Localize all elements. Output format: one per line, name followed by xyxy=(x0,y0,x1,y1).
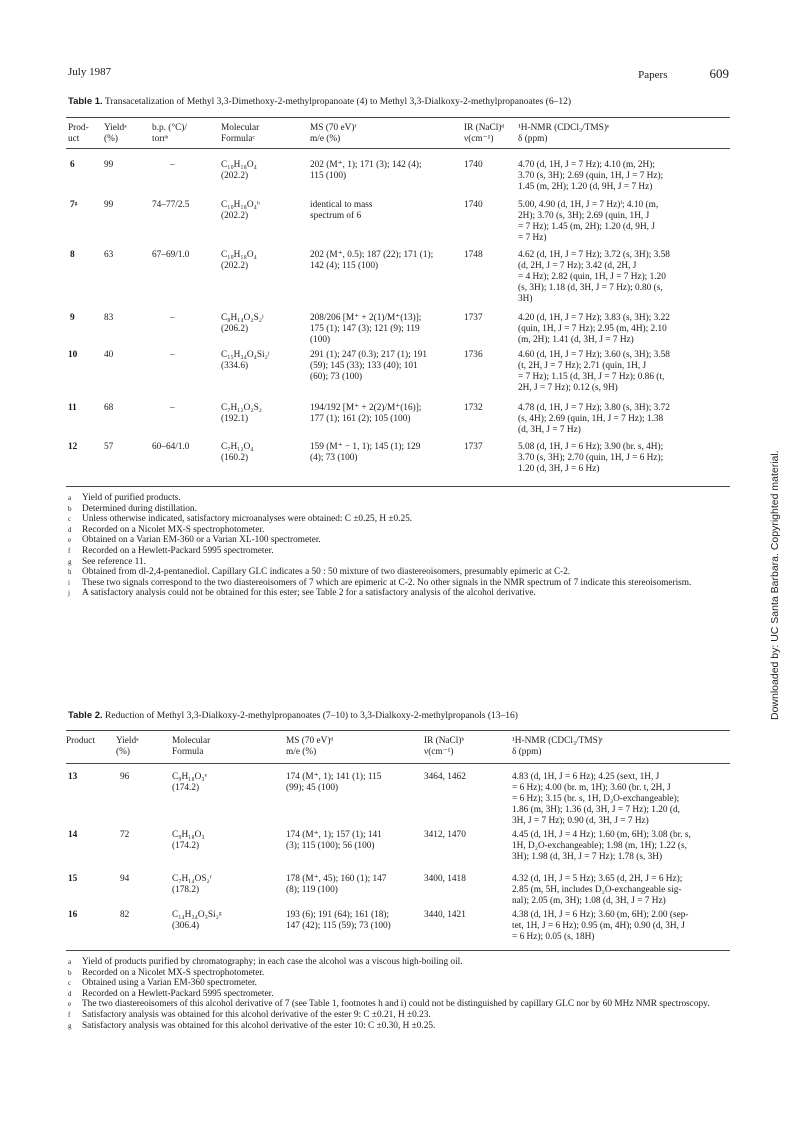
table2-header-rule xyxy=(66,763,730,764)
footnote-text: Unless otherwise indicated, satisfactory microanalyses were obtained: C ±0.25, H ±0.25. xyxy=(82,514,413,525)
t2-cell-yield: 96 xyxy=(120,772,130,782)
t1-cell-formula: C₁₀H₁₈O₄ (202.2) xyxy=(221,250,257,272)
footnote-text: Recorded on a Nicolet MX-S spectrophotometer. xyxy=(82,524,265,535)
t1-cell-ms: 202 (M⁺, 0.5); 187 (22); 171 (1); 142 (4); 115 (100) xyxy=(310,250,434,272)
t2-cell-nmr: 4.32 (d, 1H, J = 5 Hz); 3.65 (d, 2H, J = 6 Hz); 2.85 (m, 5H, includes D₂O-exchangeable sig- nal); 2.05 (m, 3H); 1.08 (d, 3H, J = 7 Hz) xyxy=(512,874,683,907)
footnote xyxy=(68,557,738,568)
footnote-text: Satisfactory analysis was obtained for this alcohol derivative of the ester 10: C ±0.30, H ±0.25. xyxy=(82,1020,436,1031)
t2-col-ms: MS (70 eV)ᵈ m/e (%) xyxy=(286,736,334,758)
footnote-marker: c xyxy=(68,979,72,988)
t1-cell-formula: C₁₀H₁₈O₄ʰ (202.2) xyxy=(221,200,260,222)
t1-col-ms: MS (70 eV)ᶠ m/e (%) xyxy=(310,123,357,145)
t1-cell-bp: 60–64/1.0 xyxy=(152,442,190,452)
t1-cell-formula: C₇H₁₂O₂S₂ (192.1) xyxy=(221,403,263,425)
t2-cell-product: 15 xyxy=(68,874,78,884)
t1-cell-formula: C₇H₁₂O₄ (160.2) xyxy=(221,442,254,464)
t1-col-ir: IR (NaCl)ᵈ ν(cm⁻¹) xyxy=(464,123,505,145)
t2-cell-formula: C₉H₁₈O₃ᵉ (174.2) xyxy=(172,772,207,794)
footnote xyxy=(68,578,738,589)
footnote xyxy=(68,968,738,979)
table1-bottom-rule xyxy=(66,486,730,487)
download-watermark-text: Downloaded by: UC Santa Barbara. Copyrighted material. xyxy=(769,450,781,720)
t2-cell-ir: 3412, 1470 xyxy=(424,830,466,840)
footnote-marker: a xyxy=(68,958,72,966)
table2-top-rule xyxy=(66,730,730,731)
footnote-marker: d xyxy=(68,525,72,534)
t1-cell-formula: C₁₅H₃₄O₄Si₂ʲ (334.6) xyxy=(221,350,270,372)
t1-cell-bp: – xyxy=(170,350,175,360)
footnote-text: Recorded on a Nicolet MX-S spectrophotometer. xyxy=(82,967,265,978)
t1-cell-yield: 99 xyxy=(104,160,114,170)
footnote xyxy=(68,999,738,1010)
t2-cell-nmr: 4.83 (d, 1H, J = 6 Hz); 4.25 (sext, 1H, J = 6 Hz); 4.00 (br. m, 1H); 3.60 (br. t, 2H, J = 6 Hz); 3.15 (br. s, 1H, D₂O-exchangeable); 1.86 (m, 3H); 1.36 (d, 3H, J = 7 Hz); 1.20 (d, 3H, J = 7 Hz); 0.90 (d, 3H, J = 7 Hz) xyxy=(512,772,680,827)
footnote-text: The two diastereoisomers of this alcohol derivative of 7 (see Table 1, footnotes h and i) could not be distinguished by capillary GLC nor by 60 MHz NMR spectroscopy. xyxy=(82,999,710,1010)
t2-cell-ms: 174 (M⁺, 1); 157 (1); 141 (3); 115 (100); 56 (100) xyxy=(286,830,382,852)
footnote xyxy=(68,567,738,578)
t2-cell-yield: 72 xyxy=(120,830,130,840)
t1-cell-yield: 83 xyxy=(104,313,114,323)
t1-cell-nmr: 5.08 (d, 1H, J = 6 Hz); 3.90 (br. s, 4H); 3.70 (s, 3H); 2.70 (quin, 1H, J = 6 Hz); 1.20 (d, 3H, J = 6 Hz) xyxy=(518,442,664,475)
t2-cell-yield: 94 xyxy=(120,874,130,884)
t1-cell-product: 11 xyxy=(68,403,77,413)
footnote-text: Satisfactory analysis was obtained for this alcohol derivative of the ester 9: C ±0.21, H ±0.23. xyxy=(82,1009,431,1020)
t1-cell-bp: 67–69/1.0 xyxy=(152,250,190,260)
t1-cell-ms: 202 (M⁺, 1); 171 (3); 142 (4); 115 (100) xyxy=(310,160,422,182)
footnote xyxy=(68,588,738,599)
t1-col-bp: b.p. (°C)/ torrᵇ xyxy=(152,123,187,145)
footnote-marker: b xyxy=(68,504,72,513)
footnote-marker: e xyxy=(68,1000,72,1009)
t1-cell-nmr: 4.70 (d, 1H, J = 7 Hz); 4.10 (m, 2H); 3.70 (s, 3H); 2.69 (quin, 1H, J = 7 Hz); 1.45 (m, 2H); 1.20 (d, 9H, J = 7 Hz) xyxy=(518,160,664,193)
t1-cell-nmr: 4.78 (d, 1H, J = 7 Hz); 3.80 (s, 3H); 3.72 (s, 4H); 2.69 (quin, 1H, J = 7 Hz); 1.38 (d, 3H, J = 7 Hz) xyxy=(518,403,670,436)
t1-cell-ms: identical to mass spectrum of 6 xyxy=(310,200,373,222)
table1-footnotes xyxy=(68,493,738,599)
t2-cell-ms: 178 (M⁺, 45); 160 (1); 147 (8); 119 (100) xyxy=(286,874,387,896)
table1-title: Transacetalization of Methyl 3,3-Dimethoxy-2-methylpropanoate (4) to Methyl 3,3-Dialkoxy-2-methylpropanoates (6–12) xyxy=(104,97,571,107)
footnote-text: Obtained from dl-2,4-pentanediol. Capillary GLC indicates a 50 : 50 mixture of two diastereoisomers, presumably epimeric at C-2. xyxy=(82,567,571,578)
t2-cell-yield: 82 xyxy=(120,910,130,920)
t1-col-product: Prod- uct xyxy=(68,123,89,145)
t1-cell-product: 10 xyxy=(68,350,78,360)
t2-cell-ir: 3400, 1418 xyxy=(424,874,466,884)
t1-col-yield: Yieldᵃ (%) xyxy=(104,123,127,145)
table1-header-rule xyxy=(66,148,730,149)
t1-col-nmr: ¹H-NMR (CDCl₃/TMS)ᵉ δ (ppm) xyxy=(518,123,610,145)
t2-cell-ir: 3440, 1421 xyxy=(424,910,466,920)
t2-cell-formula: C₁₄H₃₄O₃Si₂ᵍ (306.4) xyxy=(172,910,222,932)
t1-cell-ir: 1737 xyxy=(464,313,483,323)
footnote xyxy=(68,989,738,1000)
footnote-text: Obtained on a Varian EM-360 or a Varian XL-100 spectrometer. xyxy=(82,535,321,546)
page-number: 609 xyxy=(709,66,729,81)
t2-col-yield: Yieldᵃ (%) xyxy=(116,736,139,758)
footnote xyxy=(68,1010,738,1021)
t2-cell-nmr: 4.45 (d, 1H, J = 4 Hz); 1.60 (m, 6H); 3.08 (br. s, 1H, D₂O-exchangeable); 1.98 (m, 1H); 1.22 (s, 3H); 1.98 (d, 3H, J = 7 Hz); 1.78 (s, 3H) xyxy=(512,830,691,863)
footnote-text: These two signals correspond to the two diastereoisomers of 7 which are epimeric at C-2. No other signals in the NMR spectrum of 7 indicate this stereoisomerism. xyxy=(82,577,692,588)
t1-cell-ir: 1748 xyxy=(464,250,483,260)
footnote xyxy=(68,957,738,968)
t1-cell-bp: – xyxy=(170,160,175,170)
table2-label: Table 2. xyxy=(68,710,103,721)
t2-col-nmr: ¹H-NMR (CDCl₃/TMS)ᶜ δ (ppm) xyxy=(512,736,604,758)
t1-cell-product: 9 xyxy=(70,313,75,323)
t1-cell-yield: 99 xyxy=(104,200,114,210)
footnote-text: Recorded on a Hewlett-Packard 5995 spectrometer. xyxy=(82,545,274,556)
table2-title: Reduction of Methyl 3,3-Dialkoxy-2-methylpropanoates (7–10) to 3,3-Dialkoxy-2-methylpropanols (13–16) xyxy=(105,711,518,721)
footnote-marker: e xyxy=(68,536,72,545)
t1-cell-product: 12 xyxy=(68,442,78,452)
table1-top-rule xyxy=(66,117,730,118)
t1-cell-ir: 1737 xyxy=(464,442,483,452)
t1-cell-ir: 1740 xyxy=(464,160,483,170)
t2-cell-product: 14 xyxy=(68,830,78,840)
t1-cell-nmr: 4.60 (d, 1H, J = 7 Hz); 3.60 (s, 3H); 3.58 (t, 2H, J = 7 Hz); 2.71 (quin, 1H, J = 7 Hz); 1.15 (d, 3H, J = 7 Hz); 0.86 (t, 2H, J = 7 Hz); 0.12 (s, 9H) xyxy=(518,350,670,394)
footnote-text: Determined during distillation. xyxy=(82,503,197,514)
t2-cell-ir: 3464, 1462 xyxy=(424,772,466,782)
footnote-marker: j xyxy=(68,589,70,598)
t1-cell-product: 8 xyxy=(70,250,75,260)
running-header-right xyxy=(638,66,729,82)
t1-cell-ir: 1732 xyxy=(464,403,483,413)
t2-cell-formula: C₉H₁₈O₃ (174.2) xyxy=(172,830,205,852)
footnote-marker: f xyxy=(68,1010,71,1019)
t1-cell-product: 7ᵍ xyxy=(70,200,78,210)
t1-cell-nmr: 4.20 (d, 1H, J = 7 Hz); 3.83 (s, 3H); 3.22 (quin, 1H, J = 7 Hz); 2.95 (m, 4H); 2.10 (m, 2H); 1.41 (d, 3H, J = 7 Hz) xyxy=(518,313,670,346)
t1-cell-bp: – xyxy=(170,313,175,323)
footnote-marker: d xyxy=(68,989,72,998)
t2-cell-ms: 174 (M⁺, 1); 141 (1); 115 (99); 45 (100) xyxy=(286,772,382,794)
t1-cell-ms: 208/206 [M⁺ + 2(1)/M⁺(13)]; 175 (1); 147 (3); 121 (9); 119 (100) xyxy=(310,313,422,346)
footnote-marker: b xyxy=(68,968,72,977)
t1-cell-ms: 194/192 [M⁺ + 2(2)/M⁺(16)]; 177 (1); 161 (2); 105 (100) xyxy=(310,403,422,425)
table2-bottom-rule xyxy=(66,950,730,951)
t1-cell-yield: 40 xyxy=(104,350,114,360)
footnote xyxy=(68,493,738,504)
footnote xyxy=(68,546,738,557)
t1-cell-bp: – xyxy=(170,403,175,413)
footnote-marker: c xyxy=(68,515,72,524)
t2-cell-nmr: 4.38 (d, 1H, J = 6 Hz); 3.60 (m, 6H); 2.00 (sep- tet, 1H, J = 6 Hz); 0.95 (m, 4H); 0.90 (d, 3H, J = 6 Hz); 0.05 (s, 18H) xyxy=(512,910,689,943)
footnote xyxy=(68,504,738,515)
table2-caption xyxy=(68,710,518,721)
t1-cell-product: 6 xyxy=(70,160,75,170)
t2-cell-formula: C₇H₁₄OS₂ᶠ (178.2) xyxy=(172,874,212,896)
t2-col-formula: Molecular Formula xyxy=(172,736,211,758)
t1-cell-ms: 291 (1); 247 (0.3); 217 (1); 191 (59); 145 (33); 133 (40); 101 (60); 73 (100) xyxy=(310,350,427,383)
running-header-date: July 1987 xyxy=(68,66,112,78)
t1-cell-yield: 68 xyxy=(104,403,114,413)
table2-footnotes xyxy=(68,957,738,1031)
download-watermark xyxy=(757,360,781,720)
footnote xyxy=(68,514,738,525)
footnote-text: Obtained using a Varian EM-360 spectrometer. xyxy=(82,978,257,989)
t2-cell-product: 13 xyxy=(68,772,78,782)
footnote-marker: g xyxy=(68,1021,72,1030)
t1-cell-ms: 159 (M⁺ − 1, 1); 145 (1); 129 (4); 73 (100) xyxy=(310,442,421,464)
footnote xyxy=(68,1021,738,1032)
footnote-text: See reference 11. xyxy=(82,556,146,567)
t1-cell-yield: 63 xyxy=(104,250,114,260)
t2-col-ir: IR (NaCl)ᵇ ν(cm⁻¹) xyxy=(424,736,465,758)
footnote-marker: a xyxy=(68,494,72,502)
footnote-marker: g xyxy=(68,557,72,566)
t1-cell-bp: 74–77/2.5 xyxy=(152,200,190,210)
t1-cell-yield: 57 xyxy=(104,442,114,452)
t2-col-product: Product xyxy=(66,736,95,746)
t1-cell-ir: 1740 xyxy=(464,200,483,210)
t1-cell-formula: C₈H₁₄O₂S₂ʲ (206.2) xyxy=(221,313,264,335)
footnote-text: Yield of purified products. xyxy=(82,493,181,503)
footnote-marker: f xyxy=(68,546,71,555)
table1-label: Table 1. xyxy=(68,96,103,107)
t2-cell-ms: 193 (6); 191 (64); 161 (18); 147 (42); 115 (59); 73 (100) xyxy=(286,910,391,932)
running-header-section: Papers xyxy=(638,69,668,81)
footnote xyxy=(68,978,738,989)
t1-cell-nmr: 4.62 (d, 1H, J = 7 Hz); 3.72 (s, 3H); 3.58 (d, 2H, J = 7 Hz); 3.42 (d, 2H, J = 4 Hz); 2.82 (quin, 1H, J = 7 Hz); 1.20 (s, 3H); 1.18 (d, 3H, J = 7 Hz); 0.80 (s, 3H) xyxy=(518,250,670,305)
t1-cell-formula: C₁₀H₁₈O₄ (202.2) xyxy=(221,160,257,182)
t1-col-formula: Molecular Formulaᶜ xyxy=(221,123,260,145)
footnote xyxy=(68,525,738,536)
footnote-marker: h xyxy=(68,568,72,577)
footnote-text: Recorded on a Hewlett-Packard 5995 spectrometer. xyxy=(82,988,274,999)
footnote xyxy=(68,535,738,546)
t1-cell-nmr: 5.00, 4.90 (d, 1H, J = 7 Hz)ⁱ; 4.10 (m, 2H); 3.70 (s, 3H); 2.69 (quin, 1H, J = 7 Hz); 1.45 (m, 2H); 1.20 (d, 9H, J = 7 Hz) xyxy=(518,200,659,244)
t2-cell-product: 16 xyxy=(68,910,78,920)
footnote-text: A satisfactory analysis could not be obtained for this ester; see Table 2 for a satisfactory analysis of the alcohol derivative. xyxy=(82,588,536,599)
footnote-marker: i xyxy=(68,578,70,587)
footnote-text: Yield of products purified by chromatography; in each case the alcohol was a viscous high-boiling oil. xyxy=(82,957,463,967)
table1-caption xyxy=(68,96,571,107)
t1-cell-ir: 1736 xyxy=(464,350,483,360)
